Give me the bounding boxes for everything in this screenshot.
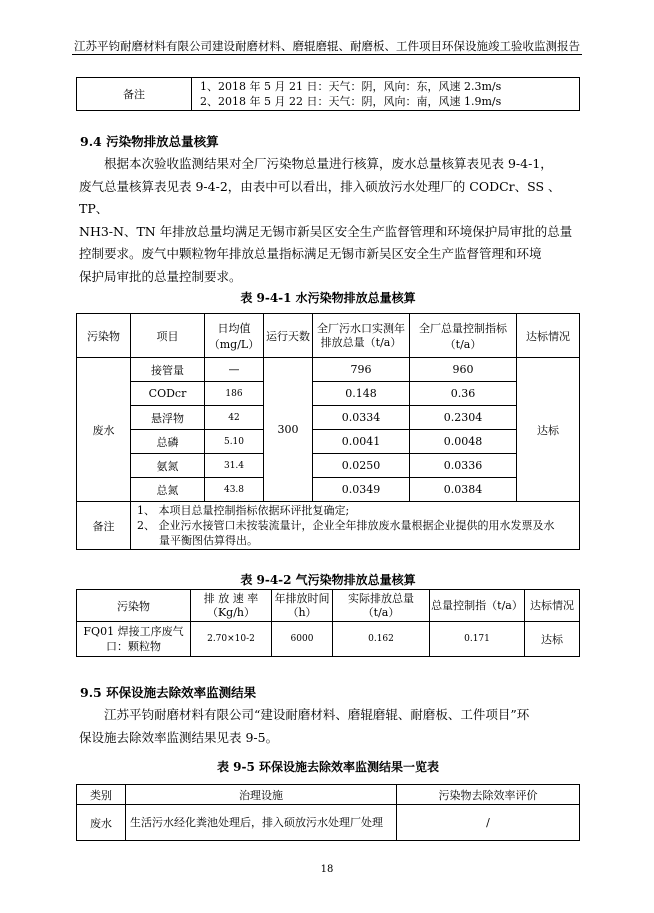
hours-cell: 6000 bbox=[272, 622, 333, 657]
actual-cell: 0.0041 bbox=[313, 430, 410, 454]
table-row bbox=[77, 805, 580, 841]
table-caption: 表 9-4-2 气污染物排放总量核算 bbox=[240, 573, 416, 587]
col-header: 日均值（mg/L） bbox=[205, 314, 264, 358]
table-caption: 表 9-5 环保设施去除效率监测结果一览表 bbox=[216, 760, 440, 774]
page-number: 18 bbox=[320, 864, 334, 875]
limit-cell: 0.0048 bbox=[410, 430, 517, 454]
pollutant-cell: 废水 bbox=[77, 358, 131, 502]
status-cell: 达标 bbox=[525, 622, 580, 657]
table-caption: 表 9-4-1 水污染物排放总量核算 bbox=[240, 291, 416, 305]
para-line: 保设施去除效率监测结果见表 9-5。 bbox=[79, 729, 279, 745]
table-row bbox=[77, 622, 580, 657]
col-header: 治理设施 bbox=[126, 785, 397, 805]
para-line: 江苏平钧耐磨材料有限公司“建设耐磨材料、磨辊磨辊、耐磨板、工件项目”环 bbox=[104, 707, 530, 722]
note-line: 2、 企业污水接管口未按装流量计，企业全年排放废水量根据企业提供的用水发票及水 bbox=[137, 519, 555, 532]
daily-cell: 5.10 bbox=[205, 430, 264, 454]
removal-efficiency-table bbox=[76, 784, 580, 841]
para-line: 保护局审批的总量控制要求。 bbox=[79, 268, 242, 284]
table-row bbox=[77, 358, 580, 382]
rate-cell: 2.70×10-2 bbox=[191, 622, 272, 657]
note-line: 1、2018 年 5 月 21 日：天气：阴，风向：东，风速 2.3m/s bbox=[200, 80, 502, 93]
col-header: 全厂总量控制指标（t/a） bbox=[410, 314, 517, 358]
daily-cell: 186 bbox=[205, 382, 264, 406]
col-header: 总量控制指（t/a） bbox=[430, 590, 525, 622]
col-header: 全厂污水口实测年排放总量（t/a） bbox=[313, 314, 410, 358]
daily-cell: 42 bbox=[205, 406, 264, 430]
daily-cell: 31.4 bbox=[205, 454, 264, 478]
limit-cell: 960 bbox=[410, 358, 517, 382]
actual-cell: 0.0334 bbox=[313, 406, 410, 430]
note-content bbox=[131, 502, 580, 550]
page-header: 江苏平钧耐磨材料有限公司建设耐磨材料、磨辊磨辊、耐磨板、工件项目环保设施竣工验收监测报告 bbox=[74, 39, 580, 53]
table-row bbox=[77, 454, 580, 478]
col-header: 达标情况 bbox=[517, 314, 580, 358]
days-cell: 300 bbox=[264, 358, 313, 502]
item-cell: 悬浮物 bbox=[131, 406, 205, 430]
note-line: 2、2018 年 5 月 22 日：天气：阴，风向：南，风速 1.9m/s bbox=[200, 95, 502, 108]
para-line: 控制要求。废气中颗粒物年排放总量指标满足无锡市新吴区安全生产监督管理和环境 bbox=[79, 246, 542, 262]
air-pollutant-table bbox=[76, 589, 580, 657]
item-cell: 总氮 bbox=[131, 478, 205, 502]
para-line: 废气总量核算表见表 9-4-2，由表中可以看出，排入硕放污水处理厂的 CODCr、SS 、TP、 bbox=[79, 178, 561, 217]
para-line: NH3-N、TN 年排放总量均满足无锡市新吴区安全生产监督管理和环境保护局审批的总量 bbox=[79, 223, 573, 239]
category-cell: 废水 bbox=[77, 805, 126, 841]
item-cell: CODcr bbox=[131, 382, 205, 406]
note-line: 量平衡图估算得出。 bbox=[159, 534, 258, 547]
actual-cell: 0.0250 bbox=[313, 454, 410, 478]
limit-cell: 0.171 bbox=[430, 622, 525, 657]
section-heading-9-4: 9.4 污染物排放总量核算 bbox=[80, 134, 219, 149]
actual-cell: 796 bbox=[313, 358, 410, 382]
col-header: 污染物 bbox=[77, 314, 131, 358]
daily-cell: — bbox=[205, 358, 264, 382]
col-header: 实际排放总量（t/a） bbox=[333, 590, 430, 622]
limit-cell: 0.36 bbox=[410, 382, 517, 406]
note-label: 备注 bbox=[77, 502, 131, 550]
evaluation-cell: / bbox=[397, 805, 580, 841]
col-header: 项目 bbox=[131, 314, 205, 358]
actual-cell: 0.0349 bbox=[313, 478, 410, 502]
col-header: 污染物去除效率评价 bbox=[397, 785, 580, 805]
col-header: 年排放时间（h） bbox=[272, 590, 333, 622]
table-row bbox=[77, 406, 580, 430]
status-cell: 达标 bbox=[517, 358, 580, 502]
note-content bbox=[192, 78, 580, 111]
section-9-5-paragraph bbox=[79, 704, 581, 749]
item-cell: 总磷 bbox=[131, 430, 205, 454]
section-heading-9-5: 9.5 环保设施去除效率监测结果 bbox=[80, 685, 257, 700]
section-9-4-paragraph bbox=[79, 153, 581, 289]
item-cell: 氨氮 bbox=[131, 454, 205, 478]
note-line: 1、 本项目总量控制指标依据环评批复确定; bbox=[137, 504, 350, 517]
table-row bbox=[77, 382, 580, 406]
weather-note-table bbox=[76, 77, 580, 111]
col-header: 污染物 bbox=[77, 590, 191, 622]
limit-cell: 0.0384 bbox=[410, 478, 517, 502]
item-cell: 接管量 bbox=[131, 358, 205, 382]
water-pollutant-table bbox=[76, 313, 580, 550]
table-row bbox=[77, 430, 580, 454]
facility-cell: 生活污水经化粪池处理后，排入硕放污水处理厂处理 bbox=[126, 805, 397, 841]
para-line: 根据本次验收监测结果对全厂污染物总量进行核算，废水总量核算表见表 9-4-1， bbox=[104, 156, 553, 171]
col-header: 类别 bbox=[77, 785, 126, 805]
actual-cell: 0.162 bbox=[333, 622, 430, 657]
col-header: 达标情况 bbox=[525, 590, 580, 622]
col-header: 排 放 速 率（Kg/h） bbox=[191, 590, 272, 622]
daily-cell: 43.8 bbox=[205, 478, 264, 502]
col-header: 运行天数 bbox=[264, 314, 313, 358]
limit-cell: 0.0336 bbox=[410, 454, 517, 478]
note-label: 备注 bbox=[77, 78, 192, 111]
actual-cell: 0.148 bbox=[313, 382, 410, 406]
table-row bbox=[77, 478, 580, 502]
header-rule bbox=[72, 54, 582, 55]
pollutant-cell: FQ01 焊接工序废气口：颗粒物 bbox=[77, 622, 191, 657]
table-note-row bbox=[77, 502, 580, 550]
limit-cell: 0.2304 bbox=[410, 406, 517, 430]
